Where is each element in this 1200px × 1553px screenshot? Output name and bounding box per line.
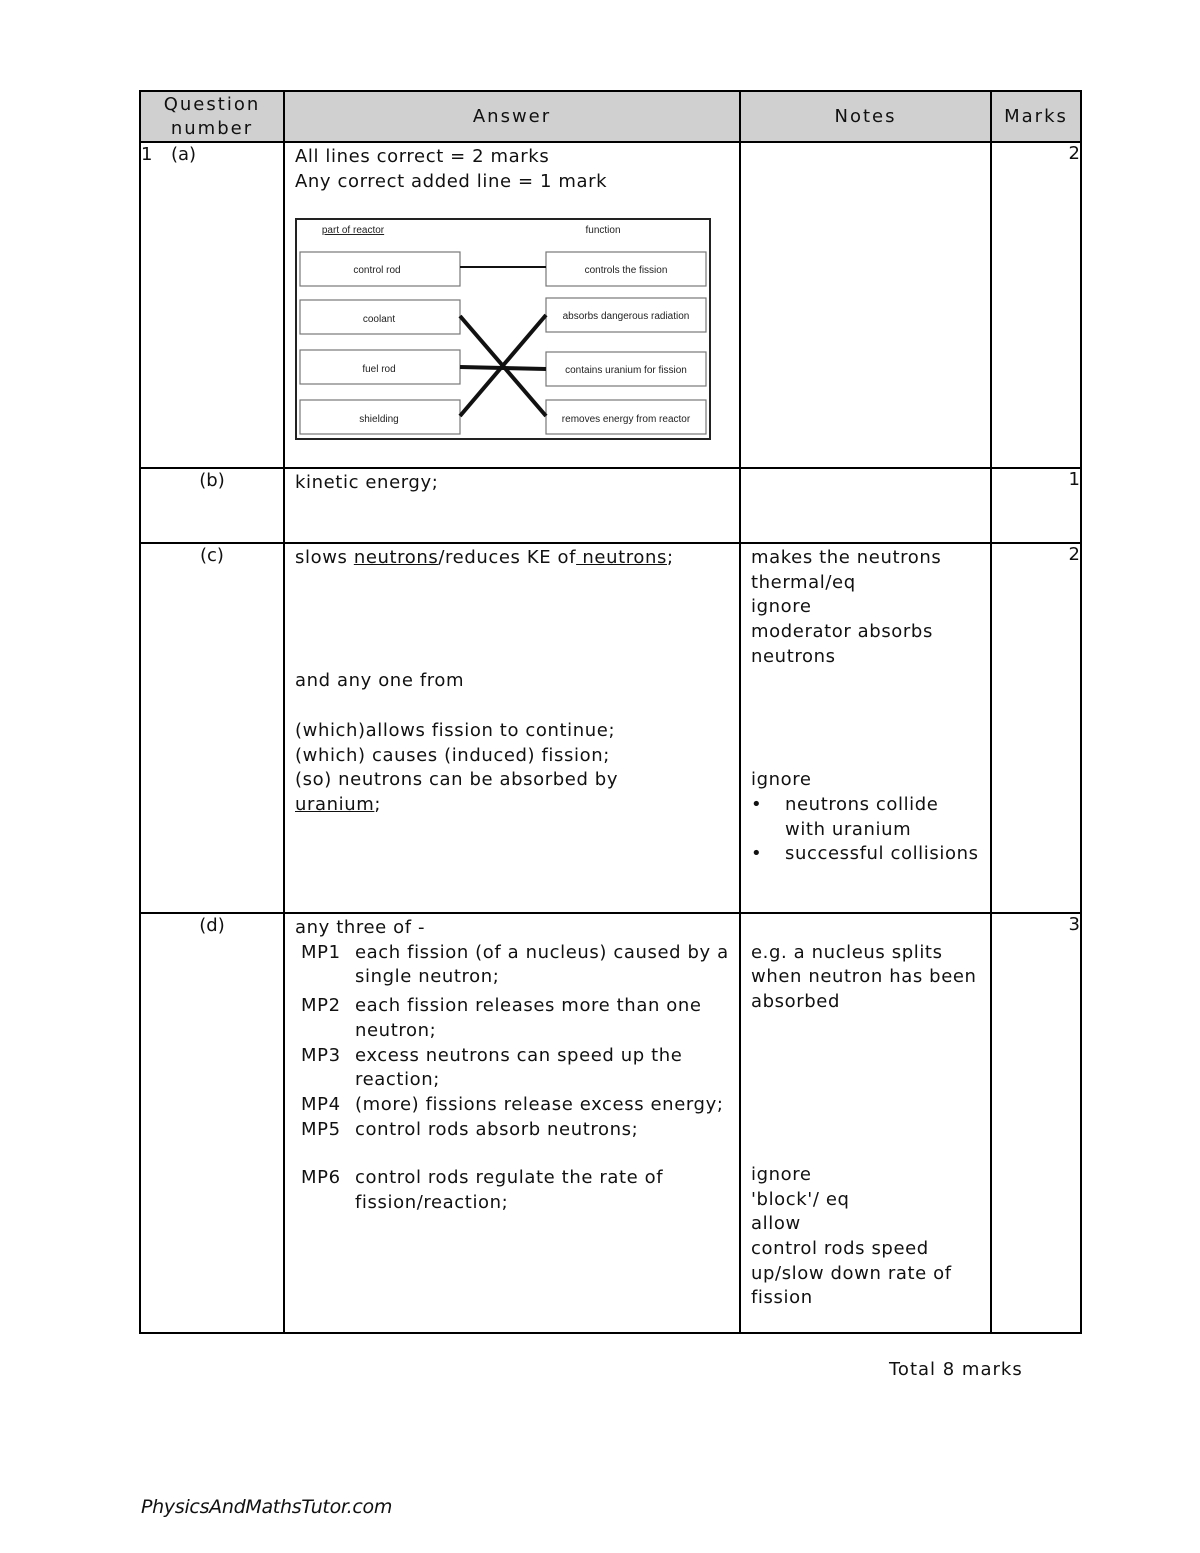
header-marks: Marks bbox=[991, 91, 1081, 142]
answer-cell-b bbox=[284, 468, 740, 543]
note-d-ignore: ignore bbox=[751, 1163, 812, 1185]
marking-point: MP4 (more) fissions release excess energy; bbox=[301, 1093, 724, 1115]
note-bullet: • successful collisions bbox=[751, 843, 979, 865]
answer-c-point-cont: uranium; bbox=[295, 793, 382, 815]
note-c-ignore: ignore bbox=[751, 769, 812, 791]
and-any-one-from: and any one from bbox=[295, 670, 465, 692]
answer-a-line2: Any correct added line = 1 mark bbox=[295, 170, 608, 192]
marking-point: MP3 excess neutrons can speed up the reaction; bbox=[301, 1044, 683, 1091]
diagram-left-item: coolant bbox=[362, 314, 396, 326]
answer-c-main: slows neutrons/reduces KE of neutrons; bbox=[295, 547, 674, 568]
notes-cell-b bbox=[740, 468, 991, 543]
notes-cell-c bbox=[740, 543, 991, 913]
note-d-allow: allow bbox=[751, 1213, 801, 1235]
answer-c-point: (which)allows fission to continue; bbox=[295, 719, 616, 741]
answer-a-line1: All lines correct = 2 marks bbox=[295, 146, 550, 167]
reactor-matching-diagram bbox=[295, 218, 711, 440]
header-row bbox=[140, 91, 1081, 142]
question-number: 1 bbox=[141, 144, 153, 165]
answer-c-point: (which) causes (induced) fission; bbox=[295, 744, 610, 766]
answer-b: kinetic energy; bbox=[295, 472, 439, 493]
note-d-allow-text: control rods speed up/slow down rate of fission bbox=[751, 1238, 952, 1309]
marking-point: MP6 control rods regulate the rate of fission/reaction; bbox=[301, 1167, 664, 1214]
header-answer: Answer bbox=[284, 91, 740, 142]
part-label-d: (d) bbox=[140, 913, 284, 1333]
note-c-2: moderator absorbs neutrons bbox=[751, 621, 933, 667]
row-d bbox=[140, 913, 1081, 1333]
diagram-right-item: controls the fission bbox=[584, 265, 668, 277]
marks-c: 2 bbox=[991, 543, 1081, 913]
diagram-left-item: shielding bbox=[359, 414, 399, 426]
total-marks: Total 8 marks bbox=[889, 1359, 1023, 1380]
diagram-right-item: absorbs dangerous radiation bbox=[562, 311, 690, 323]
answer-cell-c bbox=[284, 543, 740, 913]
diagram-left-item: fuel rod bbox=[362, 364, 396, 376]
note-c-1: makes the neutrons thermal/eq bbox=[751, 547, 942, 593]
diagram-right-heading: function bbox=[585, 225, 621, 237]
answer-cell-a bbox=[284, 142, 740, 468]
diagram-right-item: contains uranium for fission bbox=[565, 365, 687, 377]
question-number-a bbox=[140, 142, 284, 468]
row-b bbox=[140, 468, 1081, 543]
diagram-left-item: control rod bbox=[353, 265, 401, 277]
part-label-b: (b) bbox=[140, 468, 284, 543]
marks-d: 3 bbox=[991, 913, 1081, 1333]
marking-point: MP2 each fission releases more than one neutron; bbox=[301, 995, 702, 1041]
row-a bbox=[140, 142, 1081, 468]
note-d-1: e.g. a nucleus splits when neutron has been absorbed bbox=[751, 941, 977, 1013]
note-d-block: 'block'/ eq bbox=[751, 1188, 850, 1210]
marking-point: MP5 control rods absorb neutrons; bbox=[301, 1118, 639, 1140]
marks-b: 1 bbox=[991, 468, 1081, 543]
mark-scheme-table bbox=[139, 90, 1082, 1334]
note-c-ignore: ignore bbox=[751, 596, 812, 618]
notes-cell-d bbox=[740, 913, 991, 1333]
notes-cell-a bbox=[740, 142, 991, 468]
part-label-a: (a) bbox=[171, 144, 197, 165]
header-question: Question number bbox=[140, 91, 284, 142]
diagram-left-heading: part of reactor bbox=[321, 225, 385, 237]
answer-cell-d bbox=[284, 913, 740, 1333]
part-label-c: (c) bbox=[140, 543, 284, 913]
footer-watermark: PhysicsAndMathsTutor.com bbox=[141, 1496, 393, 1518]
row-c bbox=[140, 543, 1081, 913]
answer-c-point: (so) neutrons can be absorbed by bbox=[295, 769, 619, 791]
marking-point: MP1 each fission (of a nucleus) caused by a single neutron; bbox=[301, 941, 729, 988]
note-bullet: • neutrons collide with uranium bbox=[751, 793, 939, 840]
answer-d-intro: any three of - bbox=[295, 917, 426, 938]
marks-a: 2 bbox=[991, 142, 1081, 468]
diagram-right-item: removes energy from reactor bbox=[561, 414, 691, 426]
header-notes: Notes bbox=[740, 91, 991, 142]
